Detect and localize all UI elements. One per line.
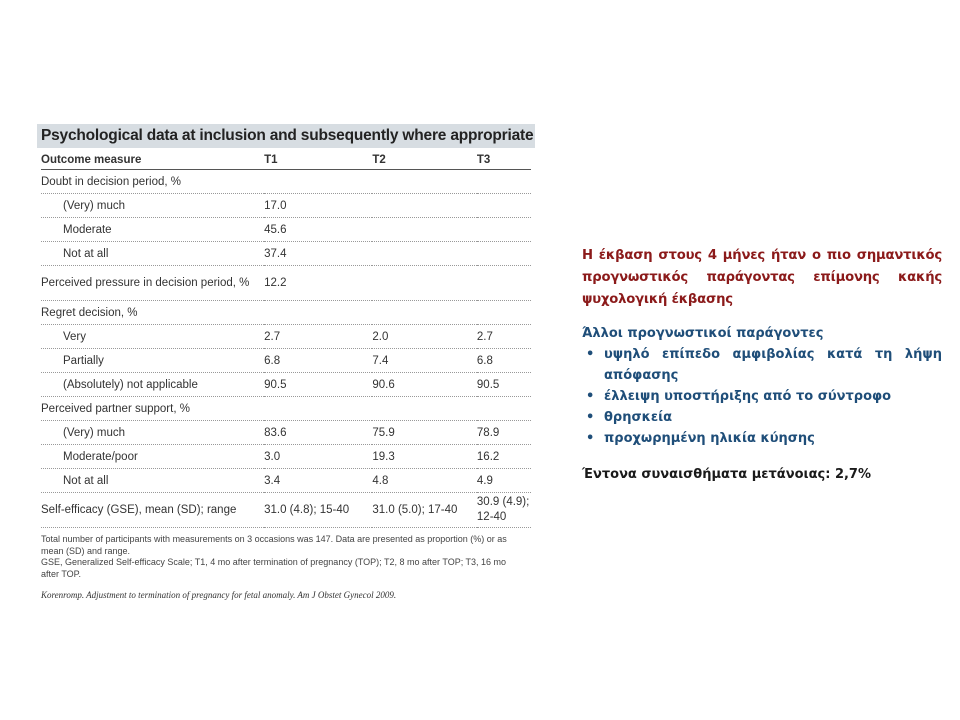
cell-t1 — [264, 301, 372, 325]
header-t1: T1 — [264, 148, 372, 170]
cell-t1: 83.6 — [264, 421, 372, 445]
table-title: Psychological data at inclusion and subsequently where appropriate — [37, 124, 535, 148]
cell-t1: 6.8 — [264, 349, 372, 373]
table-row — [41, 469, 531, 493]
cell-t1: 3.0 — [264, 445, 372, 469]
header-outcome-measure: Outcome measure — [41, 148, 264, 170]
table-row — [41, 397, 531, 421]
table-row — [41, 349, 531, 373]
cell-t3: 6.8 — [477, 349, 531, 373]
table-row — [41, 194, 531, 218]
row-label: Not at all — [41, 242, 264, 266]
cell-t2: 19.3 — [372, 445, 477, 469]
table-row — [41, 266, 531, 301]
bullet-icon: • — [586, 431, 595, 446]
cell-t2: 7.4 — [372, 349, 477, 373]
row-label: (Very) much — [41, 194, 264, 218]
table-header-row — [41, 148, 531, 170]
row-label: Perceived partner support, % — [41, 397, 264, 421]
row-label: Very — [41, 325, 264, 349]
row-label: Regret decision, % — [41, 301, 264, 325]
cell-t3 — [477, 170, 531, 194]
cell-t3: 78.9 — [477, 421, 531, 445]
row-label: Partially — [41, 349, 264, 373]
cell-t1: 2.7 — [264, 325, 372, 349]
row-label: Doubt in decision period, % — [41, 170, 264, 194]
regret-statistic-text: Έντονα συναισθήματα μετάνοιας: 2,7% — [582, 467, 872, 482]
list-item: • υψηλό επίπεδο αμφιβολίας κατά τη λήψη απόφασης — [582, 344, 942, 386]
bullet-icon: • — [586, 389, 595, 404]
cell-t1: 17.0 — [264, 194, 372, 218]
cell-t2 — [372, 242, 477, 266]
cell-t3 — [477, 218, 531, 242]
cell-t1: 3.4 — [264, 469, 372, 493]
row-label: Moderate/poor — [41, 445, 264, 469]
cell-t3: 16.2 — [477, 445, 531, 469]
table-row — [41, 493, 531, 528]
table-row — [41, 373, 531, 397]
row-label: Perceived pressure in decision period, % — [41, 266, 264, 301]
cell-t2 — [372, 266, 477, 301]
cell-t1: 90.5 — [264, 373, 372, 397]
list-item: • θρησκεία — [582, 407, 942, 428]
cell-t2: 90.6 — [372, 373, 477, 397]
cell-t3: 90.5 — [477, 373, 531, 397]
cell-t2: 2.0 — [372, 325, 477, 349]
table-row — [41, 445, 531, 469]
cell-t3: 4.9 — [477, 469, 531, 493]
table-row — [41, 325, 531, 349]
cell-t1: 45.6 — [264, 218, 372, 242]
greek-commentary — [582, 245, 942, 482]
cell-t2 — [372, 301, 477, 325]
psychological-data-table — [41, 148, 531, 528]
list-item: • έλλειψη υποστήριξης από το σύντροφο — [582, 386, 942, 407]
footnote-line-1: Total number of participants with measurements on 3 occasions was 147. Data are presented as proportion (%) or as mean (SD) and range. — [41, 534, 507, 556]
list-item: • προχωρημένη ηλικία κύησης — [582, 428, 942, 449]
cell-t3 — [477, 397, 531, 421]
factors-list — [582, 344, 942, 449]
cell-t3: 2.7 — [477, 325, 531, 349]
cell-t2 — [372, 170, 477, 194]
row-label: Self-efficacy (GSE), mean (SD); range — [41, 493, 264, 528]
row-label: (Very) much — [41, 421, 264, 445]
cell-t2: 31.0 (5.0); 17-40 — [372, 493, 477, 528]
header-t2: T2 — [372, 148, 477, 170]
bullet-icon: • — [586, 347, 595, 362]
cell-t1: 37.4 — [264, 242, 372, 266]
cell-t1 — [264, 397, 372, 421]
cell-t1: 31.0 (4.8); 15-40 — [264, 493, 372, 528]
table-row — [41, 421, 531, 445]
table-footnote — [41, 534, 521, 580]
reference-citation: Korenromp. Adjustment to termination of pregnancy for fetal anomaly. Am J Obstet Gynecol 2009. — [41, 590, 397, 600]
row-label: Not at all — [41, 469, 264, 493]
row-label: (Absolutely) not applicable — [41, 373, 264, 397]
table-row — [41, 218, 531, 242]
cell-t3 — [477, 194, 531, 218]
cell-t2 — [372, 397, 477, 421]
footnote-line-2: GSE, Generalized Self-efficacy Scale; T1, 4 mo after termination of pregnancy (TOP); T2, 8 mo after TOP; T3, 16 mo after TOP. — [41, 557, 507, 579]
table-row — [41, 301, 531, 325]
cell-t1: 12.2 — [264, 266, 372, 301]
cell-t1 — [264, 170, 372, 194]
cell-t3 — [477, 301, 531, 325]
cell-t2: 75.9 — [372, 421, 477, 445]
bullet-icon: • — [586, 410, 595, 425]
cell-t2 — [372, 194, 477, 218]
cell-t3: 30.9 (4.9); 12-40 — [477, 493, 531, 528]
cell-t3 — [477, 242, 531, 266]
other-factors-title: Άλλοι προγνωστικοί παράγοντες — [582, 326, 824, 341]
cell-t2 — [372, 218, 477, 242]
psychological-data-table-figure — [37, 124, 535, 600]
header-t3: T3 — [477, 148, 531, 170]
table-row — [41, 242, 531, 266]
cell-t2: 4.8 — [372, 469, 477, 493]
main-finding-text: Η έκβαση στους 4 μήνες ήταν ο πιο σημαντικός προγνωστικός παράγοντας επίμονης κακής ψυχολογική έκβασης — [582, 248, 942, 307]
cell-t3 — [477, 266, 531, 301]
row-label: Moderate — [41, 218, 264, 242]
table-row — [41, 170, 531, 194]
